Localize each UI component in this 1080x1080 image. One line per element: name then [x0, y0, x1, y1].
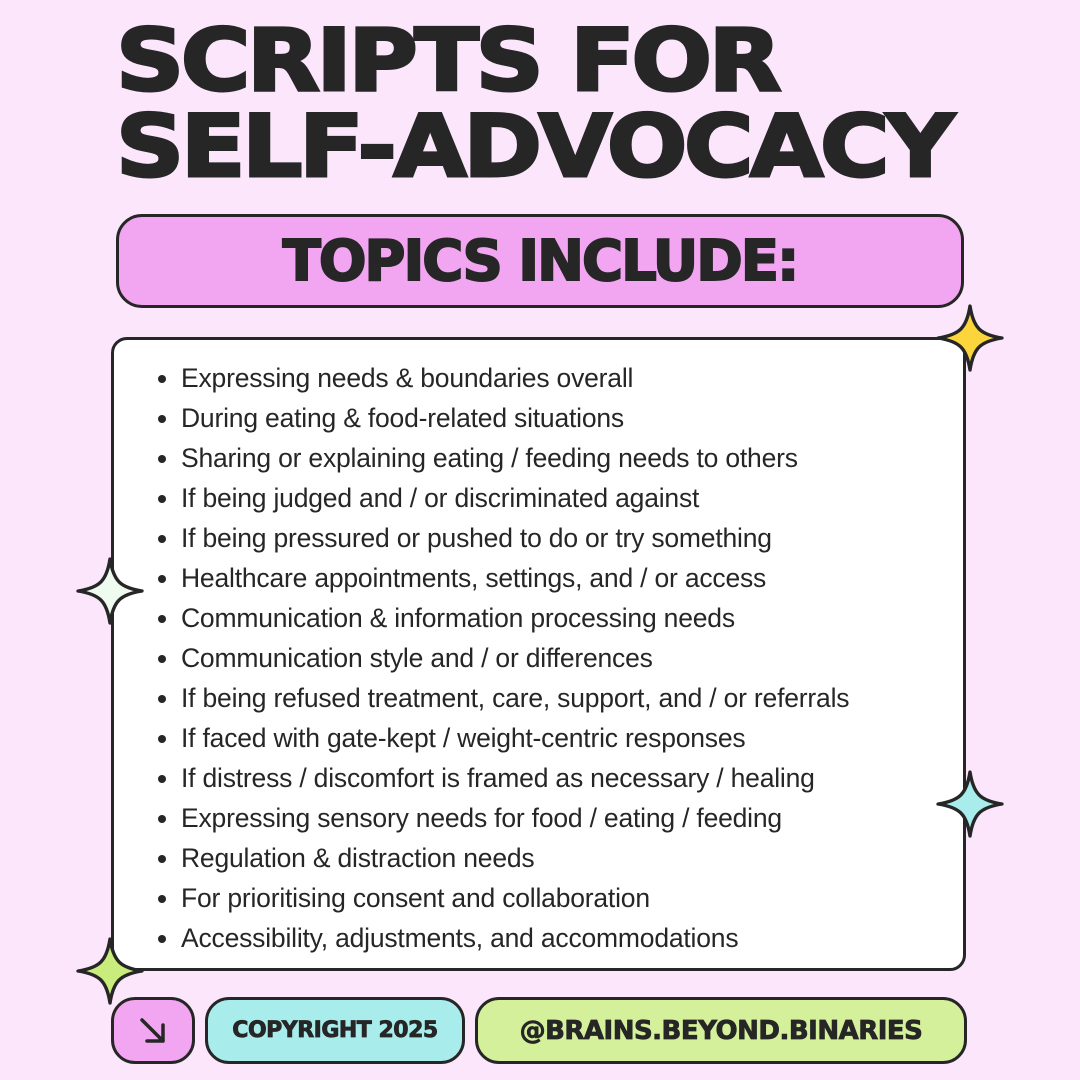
copyright-badge	[205, 997, 465, 1064]
topics-list-card	[111, 337, 966, 971]
sparkle-white-icon	[76, 557, 144, 625]
topics-list	[114, 340, 963, 958]
list-item: • Communication style and / or differences	[181, 638, 963, 678]
list-item: • For prioritising consent and collaboration	[181, 878, 963, 918]
list-item: • During eating & food-related situations	[181, 398, 963, 438]
social-handle-badge[interactable]	[475, 997, 967, 1064]
list-item: • If faced with gate-kept / weight-centric responses	[181, 718, 963, 758]
list-item: • Healthcare appointments, settings, and / or access	[181, 558, 963, 598]
copyright-label: COPYRIGHT 2025	[232, 1018, 438, 1043]
list-item: • Expressing needs & boundaries overall	[181, 358, 963, 398]
page-title	[116, 11, 952, 197]
list-item: • If being judged and / or discriminated against	[181, 478, 963, 518]
list-item: • Sharing or explaining eating / feeding needs to others	[181, 438, 963, 478]
list-item: • Accessibility, adjustments, and accommodations	[181, 918, 963, 958]
list-item: • Regulation & distraction needs	[181, 838, 963, 878]
title-line-1: SCRIPTS FOR	[116, 11, 779, 111]
social-handle-label: @BRAINS.BEYOND.BINARIES	[519, 1015, 923, 1046]
topics-header-label: TOPICS INCLUDE:	[282, 228, 798, 294]
title-line-2: SELF-ADVOCACY	[116, 97, 952, 197]
list-item: • Communication & information processing needs	[181, 598, 963, 638]
sparkle-green-icon	[76, 937, 144, 1005]
list-item: • Expressing sensory needs for food / eating / feeding	[181, 798, 963, 838]
list-item: • If being pressured or pushed to do or try something	[181, 518, 963, 558]
sparkle-yellow-icon	[936, 304, 1004, 372]
arrow-down-right-icon	[135, 1013, 171, 1049]
list-item: • If being refused treatment, care, support, and / or referrals	[181, 678, 963, 718]
next-arrow-button[interactable]	[111, 997, 195, 1064]
list-item: • If distress / discomfort is framed as necessary / healing	[181, 758, 963, 798]
topics-header-pill	[116, 214, 964, 308]
sparkle-cyan-icon	[936, 770, 1004, 838]
